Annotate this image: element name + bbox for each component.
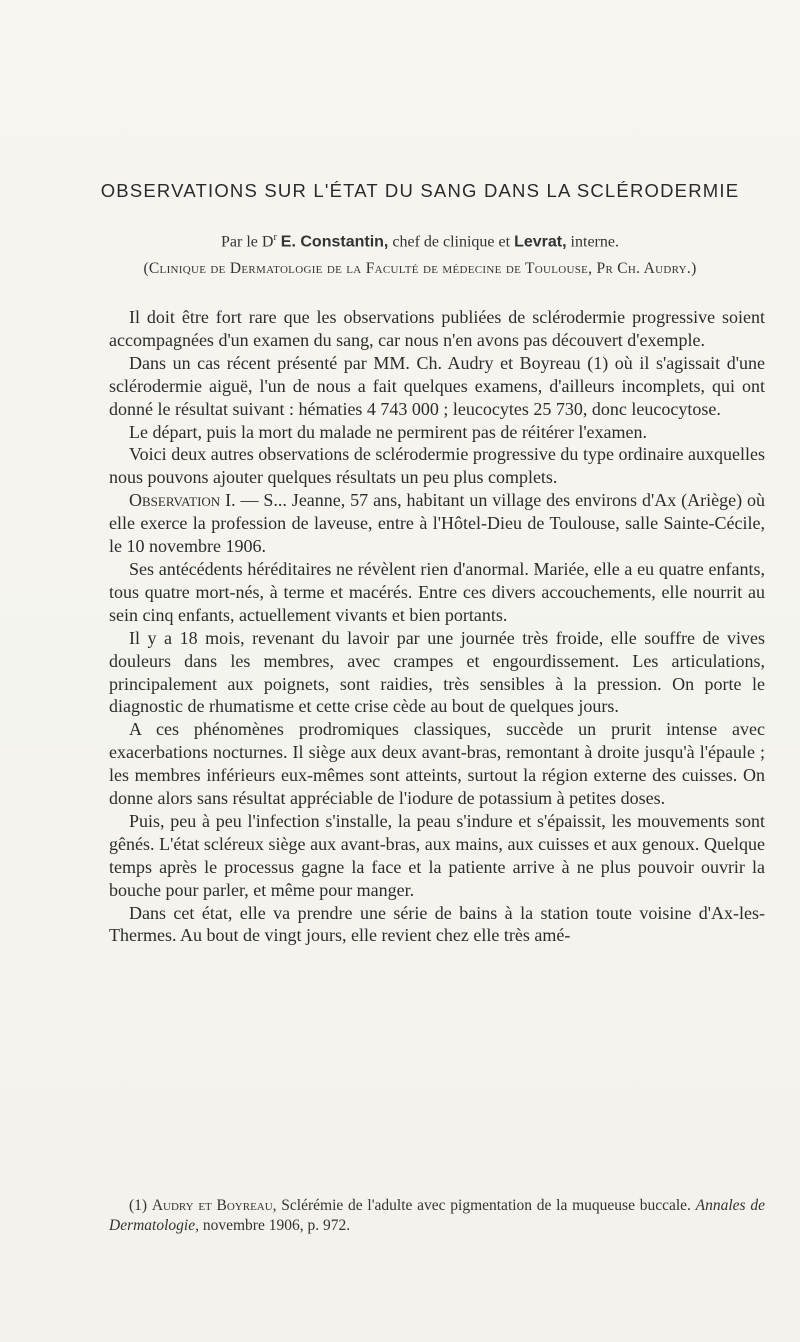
- article-title: OBSERVATIONS SUR L'ÉTAT DU SANG DANS LA SCLÉRODERMIE: [100, 180, 740, 201]
- footnote-marker: (1): [129, 1197, 148, 1214]
- observation-label: Observation I.: [129, 490, 236, 511]
- paragraph-1: Il doit être fort rare que les observations publiées de sclérodermie progressive soient accompagnées d'un examen du sang, car nous n'en avons pas découvert d'exemple.: [109, 307, 765, 350]
- byline-prefix: Par le D: [221, 233, 274, 251]
- paragraph-7: A ces phénomènes prodromiques classiques, succède un prurit intense avec exacerbations nocturnes. Il siège aux deux avant-bras, remontant à droite jusqu'à l'épaule ; les membres inférieurs eux-mêmes sont atteints, surtout la région externe des cuisses. On donne alors sans résultat appréciable de l'iodure de potassium à petites doses.: [109, 719, 765, 809]
- role-constantin: chef de clinique et: [392, 233, 511, 251]
- footnote-text-2: novembre 1906, p. 972.: [198, 1217, 351, 1234]
- byline: [90, 232, 750, 251]
- observation-1: [109, 489, 765, 558]
- footnote: [109, 1196, 765, 1236]
- observation-text: — S... Jeanne, 57 ans, habitant un village des environs d'Ax (Ariège) où elle exerce la profession de laveuse, entre à l'Hôtel-Dieu de Toulouse, salle Sainte-Cécile, le 10 novembre 1906.: [109, 490, 765, 557]
- paragraph-6: Il y a 18 mois, revenant du lavoir par une journée très froide, elle souffre de vives douleurs dans les membres, avec crampes et engourdissement. Les articulations, principalement aux poignets, sont raidies, très sensibles à la pression. On porte le diagnostic de rhumatisme et cette crise cède au bout de quelques jours.: [109, 627, 765, 717]
- footnote-journal: Annales de Dermatologie,: [109, 1197, 765, 1234]
- paragraph-4: Voici deux autres observations de sclérodermie progressive du type ordinaire auxquelles nous pouvons ajouter quelques résultats un peu plus complets.: [109, 444, 765, 488]
- paragraph-8: Puis, peu à peu l'infection s'installe, la peau s'indure et s'épaissit, les mouvements sont gênés. L'état scléreux siège aux avant-bras, aux mains, aux cuisses et aux genoux. Quelque temps après le processus gagne la face et la patiente arrive à ne plus pouvoir ouvrir la bouche pour parler, et même pour manger.: [109, 810, 765, 900]
- author-levrat: Levrat,: [514, 233, 567, 251]
- byline-prefix-sup: r: [273, 232, 277, 243]
- role-levrat: interne.: [570, 233, 619, 251]
- paragraph-9: Dans cet état, elle va prendre une série de bains à la station toute voisine d'Ax-les-Thermes. Au bout de vingt jours, elle revient chez elle très amé-: [109, 902, 765, 946]
- author-constantin: E. Constantin,: [280, 233, 389, 251]
- paragraph-5: Ses antécédents héréditaires ne révèlent rien d'anormal. Mariée, elle a eu quatre enfants, tous quatre mort-nés, à terme et macérés. Entre ces divers accouchements, elle nourrit au sein cinq enfants, actuellement vivants et bien portants.: [109, 558, 765, 625]
- paragraph-3: Le départ, puis la mort du malade ne permirent pas de réitérer l'examen.: [129, 421, 648, 442]
- article-body: [109, 306, 765, 947]
- footnote-authors: Audry et Boyreau,: [151, 1197, 277, 1214]
- paragraph-2: Dans un cas récent présenté par MM. Ch. Audry et Boyreau (1) où il s'agissait d'une sclérodermie aiguë, l'un de nous a fait quelques examens, d'ailleurs incomplets, qui ont donné le résultat suivant : hématies 4 743 000 ; leucocytes 25 730, donc leucocytose.: [109, 352, 765, 419]
- footnote-text-1: Sclérémie de l'adulte avec pigmentation de la muqueuse buccale.: [276, 1197, 696, 1214]
- affiliation: (Clinique de Dermatologie de la Faculté de médecine de Toulouse, Pr Ch. Audry.): [143, 260, 697, 277]
